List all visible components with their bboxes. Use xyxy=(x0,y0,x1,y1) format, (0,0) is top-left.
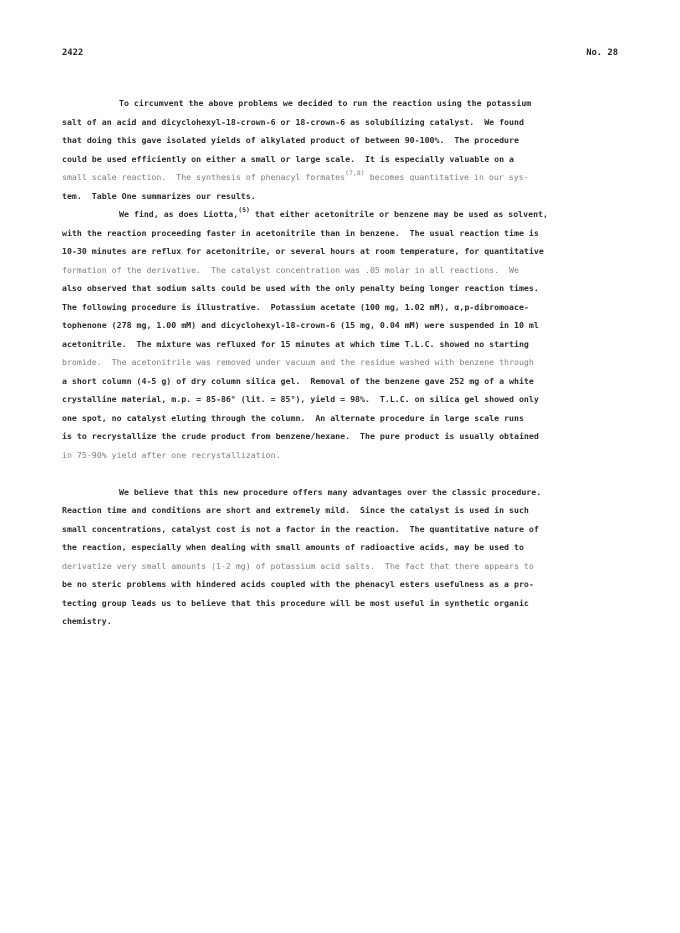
text-line: crystalline material, m.p. = 85-86° (lit. = 85°), yield = 98%. T.L.C. on silica gel showed only xyxy=(62,394,539,404)
text-fragment: that either acetonitrile or benzene may be used as solvent, xyxy=(249,209,548,219)
text-line: one spot, no catalyst eluting through the column. An alternate procedure in large scale runs xyxy=(62,412,524,423)
text-line: be no steric problems with hindered acids coupled with the phenacyl esters usefulness as a pro- xyxy=(62,579,534,589)
text-line: Reaction time and conditions are short and extremely mild. Since the catalyst is used in such xyxy=(62,505,529,515)
text-line: acetonitrile. The mixture was refluxed for 15 minutes at which time T.L.C. showed no starting xyxy=(62,338,529,349)
text-line: salt of an acid and dicyclohexyl-18-crown-6 or 18-crown-6 as solubilizing catalyst. We found xyxy=(62,116,524,127)
text-line: To circumvent the above problems we decided to run the reaction using the potassium xyxy=(119,98,532,108)
text-line: derivatize very small amounts (1-2 mg) of potassium acid salts. The fact that there appears to xyxy=(62,560,534,571)
text-line: small concentrations, catalyst cost is not a factor in the reaction. The quantitative nature of xyxy=(62,523,539,534)
text-line: tophenone (278 mg, 1.00 mM) and dicyclohexyl-18-crown-6 (15 mg, 0.04 mM) were suspended in 10 ml xyxy=(62,320,539,330)
paragraph xyxy=(62,94,618,205)
text-line: bromide. The acetonitrile was removed under vacuum and the residue washed with benzene through xyxy=(62,357,534,367)
text-line: the reaction, especially when dealing with small amounts of radioactive acids, may be used to xyxy=(62,542,524,552)
paragraph-gap xyxy=(62,464,618,483)
text-line: The following procedure is illustrative. Potassium acetate (100 mg, 1.02 mM), α,p-dibromoace- xyxy=(62,301,529,312)
text-line xyxy=(62,168,618,187)
text-line: chemistry. xyxy=(62,616,112,626)
page-number: 2422 xyxy=(62,48,84,58)
text-fragment: becomes quantitative in our sys- xyxy=(364,172,529,182)
text-line: tecting group leads us to believe that this procedure will be most useful in synthetic organic xyxy=(62,597,529,608)
text-line: that doing this gave isolated yields of alkylated product of between 90-100%. The procedure xyxy=(62,135,519,145)
text-line: We believe that this new procedure offers many advantages over the classic procedure. xyxy=(119,486,542,497)
paragraph xyxy=(62,483,618,631)
text-line: is to recrystallize the crude product from benzene/hexane. The pure product is usually obtained xyxy=(62,431,539,441)
text-line: tem. Table One summarizes our results. xyxy=(62,190,256,201)
text-line: in 75-90% yield after one recrystallization. xyxy=(62,449,281,460)
text-line: also observed that sodium salts could be used with the only penalty being longer reaction times. xyxy=(62,283,539,293)
text-line: could be used efficiently on either a small or large scale. It is especially valuable on a xyxy=(62,153,514,164)
journal-issue: No. 28 xyxy=(586,48,618,58)
text-line: with the reaction proceeding faster in acetonitrile than in benzene. The usual reaction time is xyxy=(62,227,539,238)
text-line: a short column (4-5 g) of dry column silica gel. Removal of the benzene gave 252 mg of a white xyxy=(62,375,534,386)
article-body xyxy=(62,94,618,631)
text-line: 10-30 minutes are reflux for acetonitrile, or several hours at room temperature, for quantitative xyxy=(62,246,544,256)
text-fragment: We find, as does Liotta, xyxy=(119,209,239,219)
text-line: formation of the derivative. The catalyst concentration was .05 molar in all reactions. We xyxy=(62,264,519,275)
text-fragment: small scale reaction. The synthesis of phenacyl formates xyxy=(62,172,346,182)
citation-marker: (7,8) xyxy=(345,169,365,177)
paragraph xyxy=(62,205,618,464)
text-line xyxy=(62,205,618,224)
citation-marker: (5) xyxy=(238,206,250,214)
